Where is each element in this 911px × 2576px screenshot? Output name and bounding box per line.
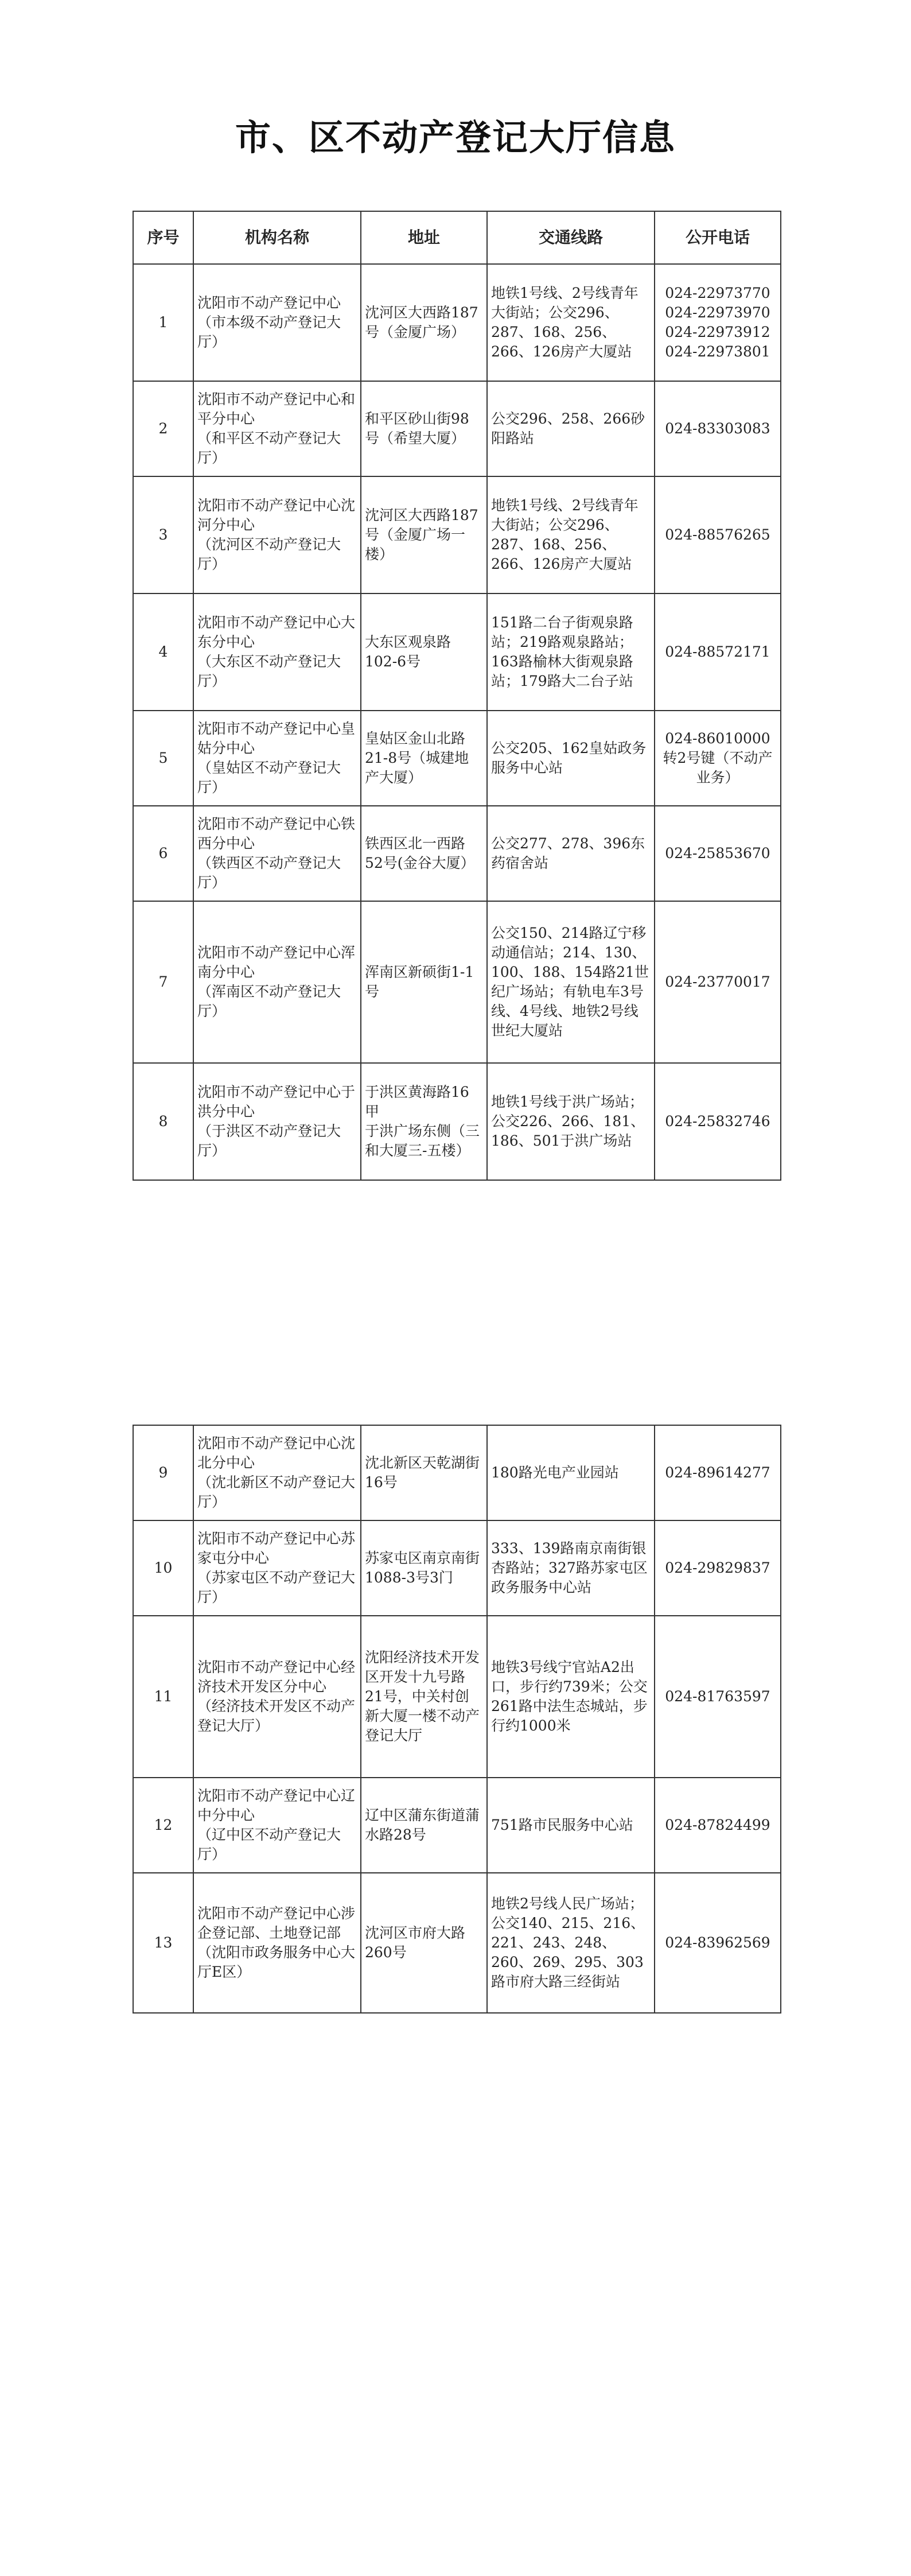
row-seq: 8 <box>133 1063 193 1180</box>
row-name: 沈阳市不动产登记中心浑南分中心 （浑南区不动产登记大厅） <box>193 901 361 1063</box>
table-row <box>133 593 781 711</box>
phone-number: 024-88572171 <box>665 643 770 660</box>
phone-number: 024-22973801 <box>665 343 770 360</box>
table-row <box>133 1873 781 2013</box>
phone-number: 024-25853670 <box>665 845 770 862</box>
phone-number: 024-22973970 <box>665 304 770 321</box>
row-name: 沈阳市不动产登记中心经济技术开发区分中心 （经济技术开发区不动产登记大厅） <box>193 1616 361 1778</box>
row-transport: 751路市民服务中心站 <box>487 1778 655 1873</box>
header-phone: 公开电话 <box>655 211 781 264</box>
phone-number: 024-25832746 <box>665 1113 770 1130</box>
table-row <box>133 1425 781 1520</box>
row-address: 沈河区大西路187号（金厦广场） <box>361 264 487 381</box>
row-phone <box>655 1063 781 1180</box>
row-transport: 地铁1号线于洪广场站；公交226、266、181、186、501于洪广场站 <box>487 1063 655 1180</box>
phone-number: 024-29829837 <box>665 1559 770 1576</box>
table-body-part-2 <box>133 1425 781 2013</box>
row-address: 沈北新区天乾湖街16号 <box>361 1425 487 1520</box>
row-phone <box>655 264 781 381</box>
row-transport: 地铁2号线人民广场站；公交140、215、216、221、243、248、260、269、295、303路市府大路三经街站 <box>487 1873 655 2013</box>
row-phone <box>655 476 781 593</box>
row-address: 和平区砂山街98号（希望大厦） <box>361 381 487 476</box>
row-address: 皇姑区金山北路21-8号（城建地产大厦） <box>361 711 487 806</box>
row-address: 沈阳经济技术开发区开发十九号路21号，中关村创新大厦一楼不动产登记大厅 <box>361 1616 487 1778</box>
row-name: 沈阳市不动产登记中心辽中分中心 （辽中区不动产登记大厅） <box>193 1778 361 1873</box>
phone-number: 024-83962569 <box>665 1934 770 1951</box>
row-seq: 3 <box>133 476 193 593</box>
table-row <box>133 901 781 1063</box>
phone-number: 024-86010000 <box>665 730 770 747</box>
row-address: 浑南区新硕街1-1号 <box>361 901 487 1063</box>
table-row <box>133 711 781 806</box>
table-row <box>133 381 781 476</box>
row-transport: 公交277、278、396东药宿舍站 <box>487 806 655 901</box>
row-transport: 公交150、214路辽宁移动通信站；214、130、100、188、154路21世纪广场站；有轨电车3号线、4号线、地铁2号线世纪大厦站 <box>487 901 655 1063</box>
row-name: 沈阳市不动产登记中心于洪分中心 （于洪区不动产登记大厅） <box>193 1063 361 1180</box>
row-phone <box>655 1520 781 1616</box>
header-transport: 交通线路 <box>487 211 655 264</box>
row-phone <box>655 901 781 1063</box>
header-name: 机构名称 <box>193 211 361 264</box>
row-address: 大东区观泉路102-6号 <box>361 593 487 711</box>
row-phone <box>655 711 781 806</box>
row-seq: 11 <box>133 1616 193 1778</box>
row-address: 苏家屯区南京南街1088-3号3门 <box>361 1520 487 1616</box>
row-phone <box>655 1616 781 1778</box>
row-seq: 13 <box>133 1873 193 2013</box>
row-seq: 9 <box>133 1425 193 1520</box>
row-phone <box>655 381 781 476</box>
row-transport: 333、139路南京南街银杏路站；327路苏家屯区政务服务中心站 <box>487 1520 655 1616</box>
row-transport: 公交296、258、266砂阳路站 <box>487 381 655 476</box>
table-row <box>133 1520 781 1616</box>
row-name: 沈阳市不动产登记中心铁西分中心 （铁西区不动产登记大厅） <box>193 806 361 901</box>
row-phone <box>655 1873 781 2013</box>
row-transport: 地铁1号线、2号线青年大街站；公交296、287、168、256、266、126房产大厦站 <box>487 264 655 381</box>
row-address: 辽中区蒲东街道蒲水路28号 <box>361 1778 487 1873</box>
row-name: 沈阳市不动产登记中心沈河分中心 （沈河区不动产登记大厅） <box>193 476 361 593</box>
row-seq: 5 <box>133 711 193 806</box>
table-row <box>133 476 781 593</box>
phone-number: 024-88576265 <box>665 526 770 543</box>
phone-number: 024-89614277 <box>665 1464 770 1481</box>
table-row <box>133 806 781 901</box>
table-body-part-1 <box>133 264 781 1180</box>
row-transport: 地铁1号线、2号线青年大街站；公交296、287、168、256、266、126房产大厦站 <box>487 476 655 593</box>
info-table-part-2 <box>133 1425 781 2014</box>
phone-number: 024-22973912 <box>665 324 770 340</box>
row-transport: 地铁3号线宁官站A2出口，步行约739米；公交261路中法生态城站，步行约1000米 <box>487 1616 655 1778</box>
row-phone <box>655 1425 781 1520</box>
row-seq: 2 <box>133 381 193 476</box>
table-row <box>133 1778 781 1873</box>
table-row <box>133 1616 781 1778</box>
row-seq: 7 <box>133 901 193 1063</box>
row-address: 于洪区黄海路16甲 于洪广场东侧（三和大厦三-五楼） <box>361 1063 487 1180</box>
table-row <box>133 1063 781 1180</box>
row-transport: 151路二台子街观泉路站；219路观泉路站；163路榆林大街观泉路站；179路大二台子站 <box>487 593 655 711</box>
row-transport: 180路光电产业园站 <box>487 1425 655 1520</box>
phone-number: 024-81763597 <box>665 1688 770 1705</box>
phone-number: 转2号键（不动产业务） <box>663 750 773 786</box>
row-name: 沈阳市不动产登记中心和平分中心 （和平区不动产登记大厅） <box>193 381 361 476</box>
row-name: 沈阳市不动产登记中心 （市本级不动产登记大厅） <box>193 264 361 381</box>
row-seq: 4 <box>133 593 193 711</box>
row-name: 沈阳市不动产登记中心沈北分中心 （沈北新区不动产登记大厅） <box>193 1425 361 1520</box>
row-name: 沈阳市不动产登记中心涉企登记部、土地登记部 （沈阳市政务服务中心大厅E区） <box>193 1873 361 2013</box>
row-phone <box>655 806 781 901</box>
row-name: 沈阳市不动产登记中心苏家屯分中心 （苏家屯区不动产登记大厅） <box>193 1520 361 1616</box>
row-phone <box>655 1778 781 1873</box>
phone-number: 024-87824499 <box>665 1817 770 1833</box>
table-header-row <box>133 211 781 264</box>
row-phone <box>655 593 781 711</box>
header-seq: 序号 <box>133 211 193 264</box>
row-seq: 10 <box>133 1520 193 1616</box>
page-title: 市、区不动产登记大厅信息 <box>235 117 676 158</box>
phone-number: 024-23770017 <box>665 973 770 990</box>
row-address: 沈河区市府大路260号 <box>361 1873 487 2013</box>
table-row <box>133 264 781 381</box>
row-transport: 公交205、162皇姑政务服务中心站 <box>487 711 655 806</box>
row-name: 沈阳市不动产登记中心皇姑分中心 （皇姑区不动产登记大厅） <box>193 711 361 806</box>
phone-number: 024-22973770 <box>665 285 770 301</box>
row-seq: 6 <box>133 806 193 901</box>
row-seq: 12 <box>133 1778 193 1873</box>
row-address: 沈河区大西路187号（金厦广场一楼） <box>361 476 487 593</box>
row-name: 沈阳市不动产登记中心大东分中心 （大东区不动产登记大厅） <box>193 593 361 711</box>
header-address: 地址 <box>361 211 487 264</box>
row-seq: 1 <box>133 264 193 381</box>
info-table-part-1 <box>133 211 781 1181</box>
phone-number: 024-83303083 <box>665 420 770 437</box>
row-address: 铁西区北一西路52号(金谷大厦） <box>361 806 487 901</box>
